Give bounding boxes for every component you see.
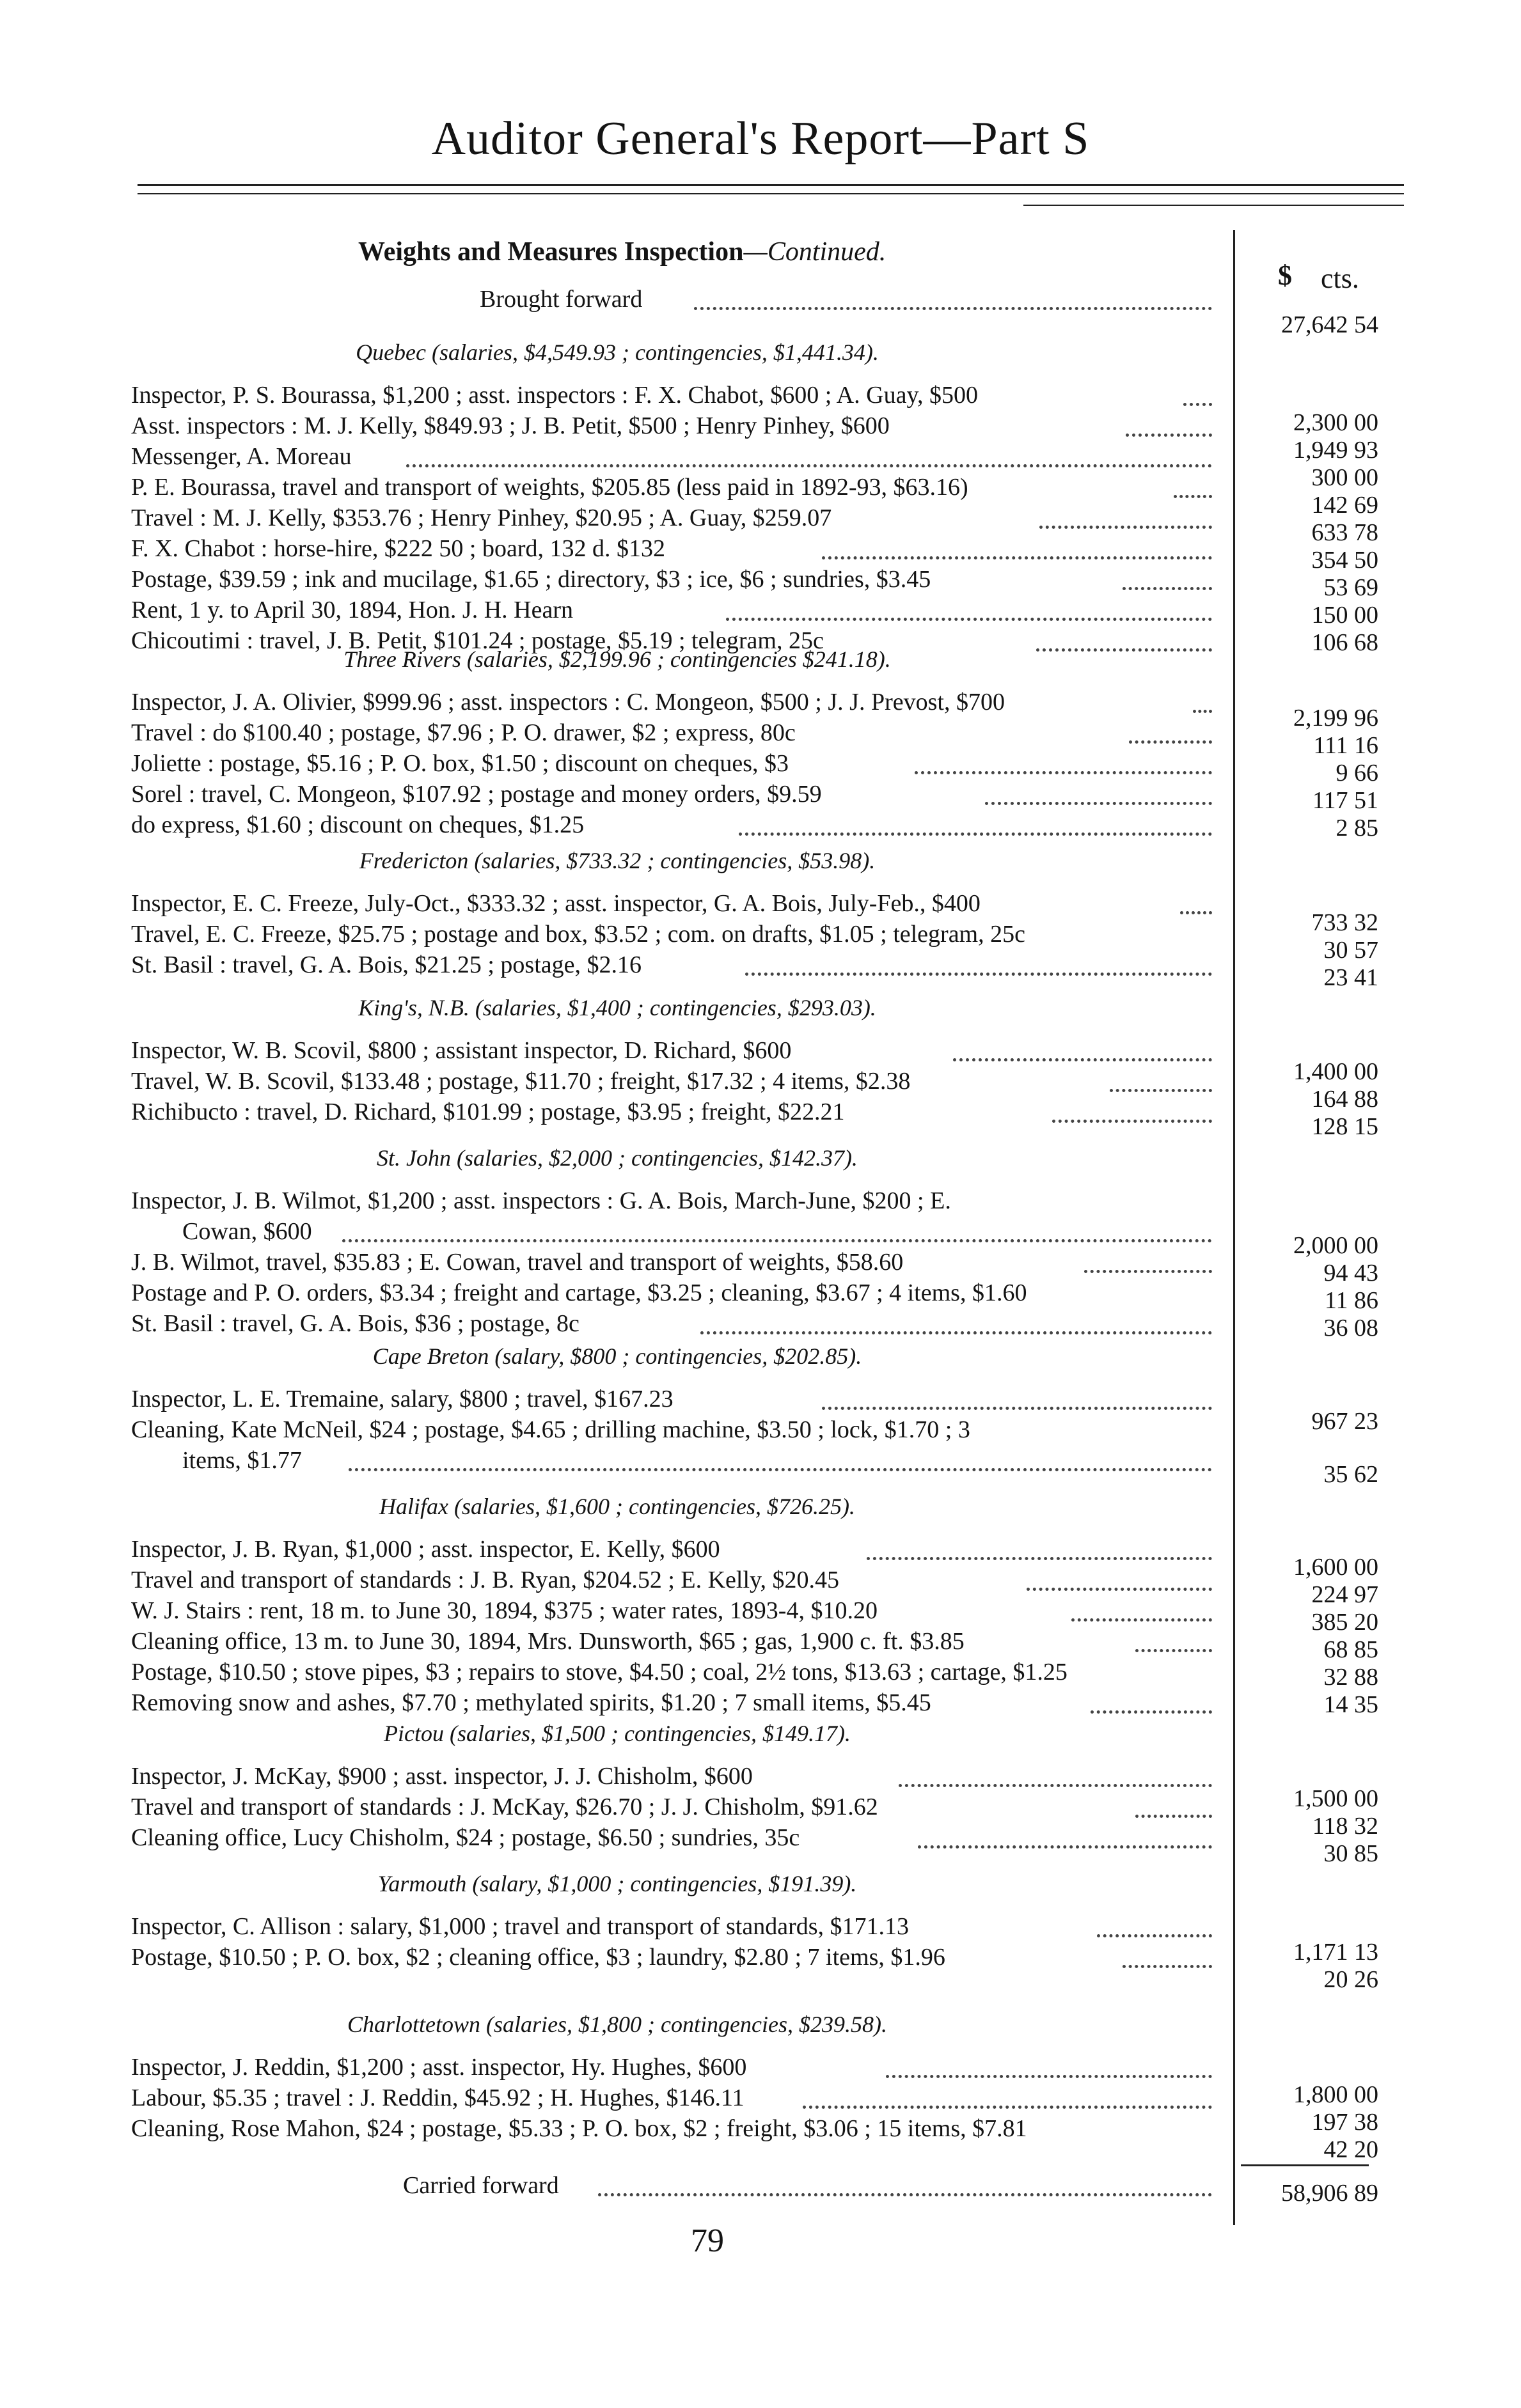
- amount: 967 23: [1311, 1408, 1378, 1435]
- entry-text: Labour, $5.35 ; travel : J. Reddin, $45.92 ; H. Hughes, $146.11: [131, 2084, 745, 2111]
- leader-dots: [1135, 1815, 1212, 1818]
- leader-dots: [342, 1239, 1212, 1242]
- entry-text: items, $1.77: [182, 1447, 302, 1474]
- leader-dots: [1123, 1965, 1212, 1968]
- entry-text: J. B. Wilmot, travel, $35.83 ; E. Cowan, travel and transport of weights, $58.60: [131, 1249, 904, 1276]
- entry-text: Chicoutimi : travel, J. B. Petit, $101.24 ; postage, $5.19 ; telegram, 25c: [131, 627, 824, 654]
- entry-text: Richibucto : travel, D. Richard, $101.99 ; postage, $3.95 ; freight, $22.21: [131, 1098, 845, 1125]
- amount: 30 57: [1323, 937, 1378, 964]
- leader-dots: [1084, 1270, 1212, 1273]
- entry-text: Inspector, L. E. Tremaine, salary, $800 ; travel, $167.23: [131, 1386, 674, 1412]
- leader-dots: [953, 1058, 1212, 1061]
- entry-line: [131, 1912, 1212, 1943]
- amount: 633 78: [1311, 519, 1378, 546]
- entry-text: Inspector, J. B. Ryan, $1,000 ; asst. inspector, E. Kelly, $600: [131, 1536, 720, 1563]
- amount: 36 08: [1323, 1315, 1378, 1341]
- leader-dots: [867, 1557, 1212, 1560]
- entry-text: Joliette : postage, $5.16 ; P. O. box, $1.50 ; discount on cheques, $3: [131, 750, 789, 777]
- entry-text: do express, $1.60 ; discount on cheques, $1.25: [131, 811, 585, 838]
- entry-text: Removing snow and ashes, $7.70 ; methylated spirits, $1.20 ; 7 small items, $5.45: [131, 1689, 931, 1716]
- leader-dots: [1039, 526, 1212, 529]
- entry-text: Travel : M. J. Kelly, $353.76 ; Henry Pinhey, $20.95 ; A. Guay, $259.07: [131, 504, 832, 531]
- entry-text: Inspector, J. A. Olivier, $999.96 ; asst. inspectors : C. Mongeon, $500 ; J. J. Prevost, $700: [131, 689, 1005, 715]
- leader-dots: [1091, 1710, 1212, 1714]
- amount: 1,500 00: [1293, 1785, 1378, 1812]
- page-number: 79: [691, 2223, 724, 2259]
- subsection-title-fredericton: Fredericton (salaries, $733.32 ; contingencies, $53.98).: [359, 848, 876, 873]
- amount: 2,300 00: [1293, 409, 1378, 436]
- amount: 42 20: [1323, 2136, 1378, 2163]
- amount: 111 16: [1313, 732, 1378, 759]
- entry-text: P. E. Bourassa, travel and transport of weights, $205.85 (less paid in 1892-93, $63.16): [131, 474, 968, 501]
- entry-line: [131, 565, 1212, 595]
- leader-dots: [726, 618, 1212, 621]
- dollar-sign: $: [1278, 260, 1292, 291]
- brought-forward-line: [131, 285, 1212, 315]
- leader-dots: [700, 1331, 1212, 1334]
- leader-dots: [822, 1407, 1212, 1410]
- entry-line: [131, 1446, 1212, 1476]
- entry-line: [131, 810, 1212, 841]
- entry-line: [131, 1247, 1212, 1278]
- amount: 128 15: [1311, 1113, 1378, 1140]
- leader-dots: [1097, 1934, 1212, 1937]
- leader-dots: [1135, 1649, 1212, 1652]
- entry-line: [131, 2083, 1212, 2114]
- amount: 53 69: [1323, 574, 1378, 601]
- leader-dots: [899, 1784, 1212, 1787]
- amount: 35 62: [1323, 1461, 1378, 1488]
- entry-line: [131, 2114, 1212, 2145]
- amount: 14 35: [1323, 1691, 1378, 1718]
- entry-line: [131, 919, 1212, 950]
- leader-dots: [1183, 403, 1212, 406]
- entry-line: [131, 1036, 1212, 1067]
- entry-text: Cleaning, Rose Mahon, $24 ; postage, $5.33 ; P. O. box, $2 ; freight, $3.06 ; 15 items, $7.81: [131, 2115, 1027, 2142]
- section-heading-bold: Weights and Measures Inspection: [358, 237, 744, 267]
- amount: 32 88: [1323, 1664, 1378, 1691]
- page-title: Auditor General's Report—Part S: [431, 113, 1090, 165]
- carried-forward-label: Carried forward: [403, 2172, 559, 2199]
- amount-column-divider: [1233, 230, 1235, 2225]
- entry-text: Travel, E. C. Freeze, $25.75 ; postage and box, $3.52 ; com. on drafts, $1.05 ; telegram, 25c: [131, 921, 1025, 948]
- amount: 30 85: [1323, 1840, 1378, 1867]
- amount: 1,171 13: [1293, 1939, 1378, 1966]
- entry-line: [131, 1565, 1212, 1596]
- leader-dots: [985, 802, 1212, 805]
- entry-text: Postage, $10.50 ; stove pipes, $3 ; repairs to stove, $4.50 ; coal, 2½ tons, $13.63 ; cartage, $1.25: [131, 1659, 1068, 1685]
- entry-text: F. X. Chabot : horse-hire, $222 50 ; board, 132 d. $132: [131, 535, 665, 562]
- subsection-title-kings: King's, N.B. (salaries, $1,400 ; contingencies, $293.03).: [358, 995, 876, 1020]
- leader-dots: [1110, 1089, 1212, 1092]
- entry-line: [131, 1186, 1212, 1217]
- entry-line: [131, 380, 1212, 411]
- entry-text: Asst. inspectors : M. J. Kelly, $849.93 ; J. B. Petit, $500 ; Henry Pinhey, $600: [131, 412, 890, 439]
- leader-dots: [1027, 1588, 1212, 1591]
- amount: 1,800 00: [1293, 2081, 1378, 2108]
- entry-line: [131, 1657, 1212, 1688]
- header-rule-2: [138, 193, 1404, 194]
- entry-line: [131, 473, 1212, 503]
- entry-text: Inspector, J. Reddin, $1,200 ; asst. inspector, Hy. Hughes, $600: [131, 2054, 747, 2081]
- entry-line: [131, 1596, 1212, 1627]
- entry-text: Inspector, C. Allison : salary, $1,000 ; travel and transport of standards, $171.13: [131, 1913, 910, 1940]
- entry-line: [131, 503, 1212, 534]
- entry-line: [131, 687, 1212, 718]
- subsection-title-quebec: Quebec (salaries, $4,549.93 ; contingencies, $1,441.34).: [356, 340, 879, 365]
- entry-text: Inspector, J. McKay, $900 ; asst. inspector, J. J. Chisholm, $600: [131, 1763, 753, 1790]
- amount: 1,400 00: [1293, 1058, 1378, 1085]
- entry-line: [131, 1278, 1212, 1309]
- amount: 2 85: [1336, 815, 1378, 841]
- brought-forward-amount: 27,642 54: [1281, 311, 1378, 338]
- entry-line: [131, 889, 1212, 919]
- leader-dots: [1180, 911, 1212, 914]
- entry-text: Cleaning, Kate McNeil, $24 ; postage, $4.65 ; drilling machine, $3.50 ; lock, $1.70 ; 3: [131, 1416, 970, 1443]
- entry-text: Messenger, A. Moreau: [131, 443, 352, 470]
- entry-text: Cleaning office, Lucy Chisholm, $24 ; postage, $6.50 ; sundries, 35c: [131, 1824, 800, 1851]
- amount: 142 69: [1311, 492, 1378, 519]
- entry-line: [131, 442, 1212, 473]
- amount: 1,949 93: [1293, 437, 1378, 464]
- amount: 224 97: [1311, 1581, 1378, 1608]
- leader-dots: [1193, 710, 1212, 713]
- leader-dots: [694, 307, 1212, 310]
- section-heading-continued: —Continued.: [743, 237, 887, 267]
- total-rule: [1241, 2164, 1369, 2166]
- amount: 106 68: [1311, 629, 1378, 656]
- entry-line: [131, 1535, 1212, 1565]
- amount: 197 38: [1311, 2109, 1378, 2136]
- entry-line: [131, 1688, 1212, 1719]
- header-rule-1: [138, 184, 1404, 186]
- entry-line: [131, 1309, 1212, 1340]
- entry-text: Cowan, $600: [182, 1218, 312, 1245]
- amount: 94 43: [1323, 1260, 1378, 1286]
- subsection-title-st-john: St. John (salaries, $2,000 ; contingencies, $142.37).: [377, 1145, 858, 1171]
- entry-text: Cleaning office, 13 m. to June 30, 1894, Mrs. Dunsworth, $65 ; gas, 1,900 c. ft. $3.85: [131, 1628, 965, 1655]
- leader-dots: [915, 771, 1212, 774]
- entry-line: [131, 1627, 1212, 1657]
- entry-text: Postage, $10.50 ; P. O. box, $2 ; cleaning office, $3 ; laundry, $2.80 ; 7 items, $1.96: [131, 1944, 945, 1971]
- entry-text: Inspector, W. B. Scovil, $800 ; assistant inspector, D. Richard, $600: [131, 1037, 792, 1064]
- leader-dots: [1129, 740, 1212, 744]
- leader-dots: [1126, 434, 1212, 437]
- subsection-title-pictou: Pictou (salaries, $1,500 ; contingencies, $149.17).: [384, 1721, 851, 1746]
- entry-text: Travel : do $100.40 ; postage, $7.96 ; P. O. drawer, $2 ; express, 80c: [131, 719, 796, 746]
- subsection-title-cape-breton: Cape Breton (salary, $800 ; contingencies, $202.85).: [372, 1343, 862, 1369]
- leader-dots: [349, 1468, 1212, 1471]
- entry-text: Inspector, P. S. Bourassa, $1,200 ; asst. inspectors : F. X. Chabot, $600 ; A. Guay, $500: [131, 382, 978, 409]
- entry-text: Rent, 1 y. to April 30, 1894, Hon. J. H. Hearn: [131, 597, 573, 623]
- leader-dots: [918, 1845, 1212, 1849]
- entry-text: Inspector, E. C. Freeze, July-Oct., $333.32 ; asst. inspector, G. A. Bois, July-Feb., $400: [131, 890, 981, 917]
- column-heading-cents: cts.: [1321, 263, 1359, 294]
- amount: 9 66: [1336, 760, 1378, 786]
- amount: 117 51: [1312, 787, 1378, 814]
- subsection-title-charlottetown: Charlottetown (salaries, $1,800 ; contingencies, $239.58).: [347, 2012, 887, 2037]
- entry-line: [131, 1384, 1212, 1415]
- entry-line: [131, 1415, 1212, 1446]
- subsection-title-yarmouth: Yarmouth (salary, $1,000 ; contingencies, $191.39).: [377, 1871, 857, 1896]
- subsection-title-halifax: Halifax (salaries, $1,600 ; contingencies, $726.25).: [379, 1494, 855, 1519]
- entry-text: Travel and transport of standards : J. B. Ryan, $204.52 ; E. Kelly, $20.45: [131, 1567, 840, 1593]
- carried-forward-line: [131, 2171, 1212, 2201]
- leader-dots: [406, 464, 1212, 467]
- subsection-title-three-rivers: Three Rivers (salaries, $2,199.96 ; contingencies $241.18).: [343, 646, 891, 672]
- entry-text: Postage and P. O. orders, $3.34 ; freight and cartage, $3.25 ; cleaning, $3.67 ; 4 items, $1.60: [131, 1279, 1027, 1306]
- leader-dots: [886, 2075, 1212, 2078]
- section-heading: [358, 237, 886, 267]
- column-heading-dollar: [1278, 259, 1292, 292]
- entry-text: Sorel : travel, C. Mongeon, $107.92 ; postage and money orders, $9.59: [131, 781, 822, 808]
- leader-dots: [803, 2106, 1212, 2109]
- entry-line: [131, 595, 1212, 626]
- entry-text: Inspector, J. B. Wilmot, $1,200 ; asst. inspectors : G. A. Bois, March-June, $200 ; E.: [131, 1187, 951, 1214]
- amount: 2,000 00: [1293, 1232, 1378, 1259]
- amount: 68 85: [1323, 1636, 1378, 1663]
- amount: 2,199 96: [1293, 705, 1378, 731]
- amount: 23 41: [1323, 964, 1378, 991]
- entry-line: [131, 779, 1212, 810]
- entry-line: [131, 2052, 1212, 2083]
- entry-line: [131, 749, 1212, 779]
- entry-text: Travel and transport of standards : J. McKay, $26.70 ; J. J. Chisholm, $91.62: [131, 1794, 878, 1820]
- entry-line: [131, 1067, 1212, 1097]
- entry-text: W. J. Stairs : rent, 18 m. to June 30, 1894, $375 ; water rates, 1893-4, $10.20: [131, 1597, 878, 1624]
- brought-forward-label: Brought forward: [480, 286, 643, 313]
- amount: 385 20: [1311, 1609, 1378, 1636]
- entry-text: Travel, W. B. Scovil, $133.48 ; postage, $11.70 ; freight, $17.32 ; 4 items, $2.38: [131, 1068, 911, 1095]
- entry-line: [131, 534, 1212, 565]
- entry-line: [131, 1943, 1212, 1973]
- leader-dots: [1071, 1618, 1212, 1622]
- leader-dots: [598, 2193, 1212, 2196]
- amount: 20 26: [1323, 1966, 1378, 1993]
- amount: 118 32: [1312, 1813, 1378, 1840]
- entry-text: St. Basil : travel, G. A. Bois, $36 ; postage, 8c: [131, 1310, 579, 1337]
- entry-line: [131, 1823, 1212, 1854]
- amount: 300 00: [1311, 464, 1378, 491]
- entry-line: [131, 411, 1212, 442]
- amount: 733 32: [1311, 909, 1378, 936]
- carried-forward-amount: 58,906 89: [1281, 2180, 1378, 2207]
- entry-line: [131, 950, 1212, 981]
- entry-line: [131, 718, 1212, 749]
- header-rule-3: [1023, 205, 1404, 206]
- amount: 11 86: [1324, 1287, 1378, 1314]
- entry-text: Postage, $39.59 ; ink and mucilage, $1.65 ; directory, $3 ; ice, $6 ; sundries, $3.45: [131, 566, 931, 593]
- leader-dots: [822, 556, 1212, 559]
- leader-dots: [1123, 587, 1212, 590]
- amount: 164 88: [1311, 1086, 1378, 1113]
- amount: 354 50: [1311, 547, 1378, 574]
- entry-line: [131, 1792, 1212, 1823]
- leader-dots: [1174, 495, 1212, 498]
- entry-line: [131, 1762, 1212, 1792]
- amount: 150 00: [1311, 602, 1378, 629]
- leader-dots: [739, 833, 1212, 836]
- leader-dots: [1052, 1120, 1212, 1123]
- entry-line: [131, 1217, 1212, 1247]
- amount: 1,600 00: [1293, 1554, 1378, 1581]
- entry-text: St. Basil : travel, G. A. Bois, $21.25 ; postage, $2.16: [131, 951, 642, 978]
- leader-dots: [745, 973, 1212, 976]
- entry-line: [131, 1097, 1212, 1128]
